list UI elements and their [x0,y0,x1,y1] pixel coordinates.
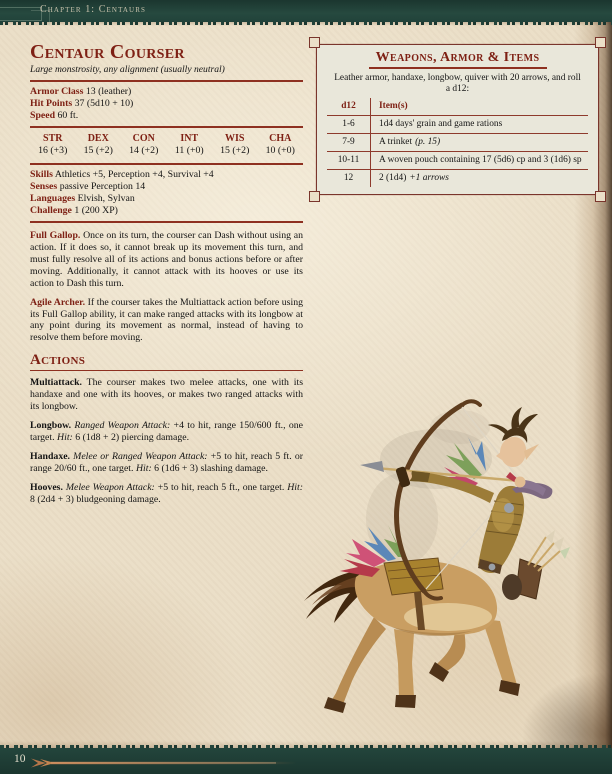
item-cell: A woven pouch containing 17 (5d6) cp and 3 (1d6) sp [379,154,582,165]
ability-col: STR 16 (+3) [38,132,68,157]
item-cell: A trinket (p. 15) [379,136,441,147]
action-text: The courser makes two melee attacks, one with its handaxe and one with its hooves, or makes two ranged attacks with its longbow. [30,377,304,413]
action-text: +4 to hit, range 150/600 ft., one target. [30,420,304,443]
action-paragraph [30,482,303,506]
action-name: Longbow. [30,420,72,431]
hit-label: Hit: [287,481,304,493]
chapter-header-bar [0,0,612,22]
greek-key-ornament [0,7,42,21]
table-row [327,152,588,170]
action-name: Hooves. [30,481,63,493]
table-row [327,134,588,152]
trait-text: If the courser takes the Multiattack action before using its Full Gallop ability, it can make ranged attacks with its longbow at any point during its movement as normal, instead of having to resolve them before moving. [30,296,303,344]
items-box-title: Weapons, Armor & Items [375,50,540,65]
divider-rule [30,80,303,82]
corner-ornament [595,37,606,48]
arrow-icon [30,758,298,768]
action-text: +5 to hit, reach 5 ft., one target. [157,481,285,493]
corner-ornament [309,37,320,48]
armor-class-line: Armor Class 13 (leather) [30,85,132,97]
roll-cell: 7-9 [327,134,371,151]
action-text: +5 to hit, reach 5 ft. or range 20/60 ft., one target. [30,450,304,474]
statblock-title: Centaur Courser [30,41,185,63]
senses-line: Senses passive Perception 14 [30,181,146,193]
hit-value: 6 (1d8 + 2) piercing damage. [75,431,190,443]
hit-value: 8 (2d4 + 3) bludgeoning damage. [30,493,161,505]
table-row [327,116,588,134]
ability-scores-table [30,132,303,160]
hit-label: Hit: [57,431,73,443]
trait-paragraph [30,297,303,345]
item-cell: 2 (1d4) +1 arrows [379,172,449,183]
action-name: Handaxe. [30,450,71,462]
statblock-subtitle: Large monstrosity, any alignment (usually neutral) [30,64,225,75]
roll-cell: 10-11 [327,152,371,169]
trait-name: Agile Archer. [30,296,86,308]
items-sidebar-box [316,44,599,195]
ability-col: INT 11 (+0) [174,132,204,157]
challenge-line: Challenge 1 (200 XP) [30,205,118,217]
items-table [327,98,588,187]
action-name: Multiattack. [30,377,82,389]
traits-section [30,230,303,344]
divider-rule [30,163,303,165]
table-header-row [327,98,588,116]
items-box-intro: Leather armor, handaxe, longbow, quiver with 20 arrows, and roll a d12: [334,72,581,94]
roll-cell: 1-6 [327,116,371,133]
table-row [327,170,588,187]
ability-col: CON 14 (+2) [129,132,159,157]
speed-line: Speed 60 ft. [30,109,79,121]
hit-value: 6 (1d6 + 3) slashing damage. [154,462,268,474]
action-paragraph [30,451,303,475]
attack-type: Melee Weapon Attack: [65,481,155,493]
trait-paragraph [30,230,303,290]
ability-col: CHA 10 (+0) [265,132,295,157]
skills-line: Skills Athletics +5, Perception +4, Survival +4 [30,169,214,181]
item-cell: 1d4 days' grain and game rations [379,118,503,129]
title-underline [369,67,547,69]
action-paragraph [30,377,303,413]
hit-label: Hit: [135,462,152,474]
attack-type: Ranged Weapon Attack: [74,420,171,431]
actions-heading: Actions [30,352,303,371]
attack-type: Melee or Ranged Weapon Attack: [73,450,208,462]
roll-column-header: d12 [327,98,371,115]
roll-cell: 12 [327,170,371,187]
trait-name: Full Gallop. [30,230,81,242]
statblock [30,42,303,505]
divider-rule [30,221,303,223]
divider-rule [30,126,303,128]
ability-col: WIS 15 (+2) [220,132,250,157]
ability-col: DEX 15 (+2) [83,132,113,157]
hit-points-line: Hit Points 37 (5d10 + 10) [30,97,134,109]
languages-line: Languages Elvish, Sylvan [30,193,135,205]
action-paragraph [30,420,303,444]
trait-text: Once on its turn, the courser can Dash without using an action. If it does so, it cannot break up its movement this turn, and must fully resolve all of its actions and bonus actions before or after moving. Additionally, it cannot attack with its hooves or use its action to Dash this turn. [30,230,304,289]
item-column-header: Item(s) [379,100,408,111]
page-number: 10 [14,753,26,765]
corner-ornament [595,191,606,202]
page-footer-bar [0,748,612,774]
archer-head [488,407,539,467]
centaur-illustration [296,381,608,749]
chapter-title: Chapter 1: Centaurs [40,4,146,15]
corner-ornament [309,191,320,202]
